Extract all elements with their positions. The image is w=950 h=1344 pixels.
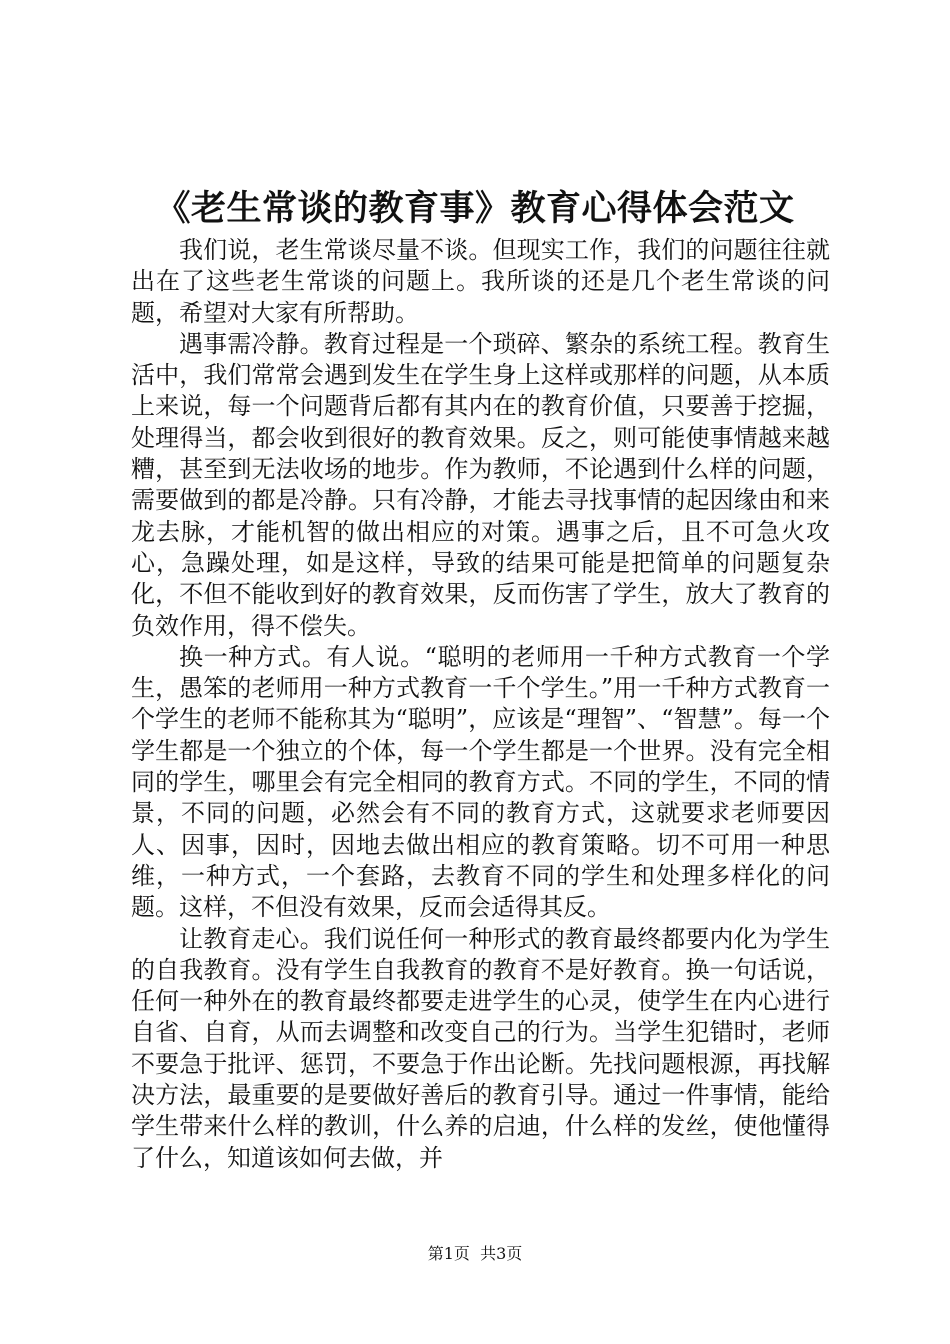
paragraph-education-heart: 让教育走心。我们说任何一种形式的教育最终都要内化为学生的自我教育。没有学生自我教育的教育不是好教育。换一句话说，任何一种外在的教育最终都要走进学生的心灵，使学生在内心进行自省、自育，从而去调整和改变自己的行为。当学生犯错时，老师不要急于批评、惩罚，不要急于作出论断。先找问题根源，再找解决方法，最重要的是要做好善后的教育引导。通过一件事情，能给学生带来什么样的教训，什么养的启迪，什么样的发丝，使他懂得了什么，知道该如何去做，并 [131, 924, 830, 1172]
page-total: 共3页 [480, 1244, 523, 1263]
paragraph-intro: 我们说，老生常谈尽量不谈。但现实工作，我们的问题往往就出在了这些老生常谈的问题上。我所谈的还是几个老生常谈的问题，希望对大家有所帮助。 [131, 236, 830, 327]
paragraph-stay-calm: 遇事需冷静。教育过程是一个琐碎、繁杂的系统工程。教育生活中，我们常常会遇到发生在学生身上这样或那样的问题，从本质上来说，每一个问题背后都有其内在的教育价值，只要善于挖掘，处理得当，都会收到很好的教育效果。反之，则可能使事情越来越糟，甚至到无法收场的地步。作为教师，不论遇到什么样的问题，需要做到的都是冷静。只有冷静，才能去寻找事情的起因缘由和来龙去脉，才能机智的做出相应的对策。遇事之后，且不可急火攻心，急躁处理，如是这样，导致的结果可能是把简单的问题复杂化，不但不能收到好的教育效果，反而伤害了学生，放大了教育的负效作用，得不偿失。 [131, 329, 830, 640]
document-title: 《老生常谈的教育事》教育心得体会范文 [155, 189, 795, 229]
document-body [131, 235, 830, 1174]
paragraph-change-method: 换一种方式。有人说。“聪明的老师用一千种方式教育一个学生，愚笨的老师用一种方式教育一千个学生。”用一千种方式教育一个学生的老师不能称其为“聪明”，应该是“理智”、“智慧”。每一个学生都是一个独立的个体，每一个学生都是一个世界。没有完全相同的学生，哪里会有完全相同的教育方式。不同的学生，不同的情景，不同的问题，必然会有不同的教育方式，这就要求老师要因人、因事，因时，因地去做出相应的教育策略。切不可用一种思维，一种方式，一个套路，去教育不同的学生和处理多样化的问题。这样，不但没有效果，反而会适得其反。 [131, 642, 830, 922]
page-footer [0, 1244, 950, 1264]
page-number: 第1页 [427, 1244, 470, 1263]
